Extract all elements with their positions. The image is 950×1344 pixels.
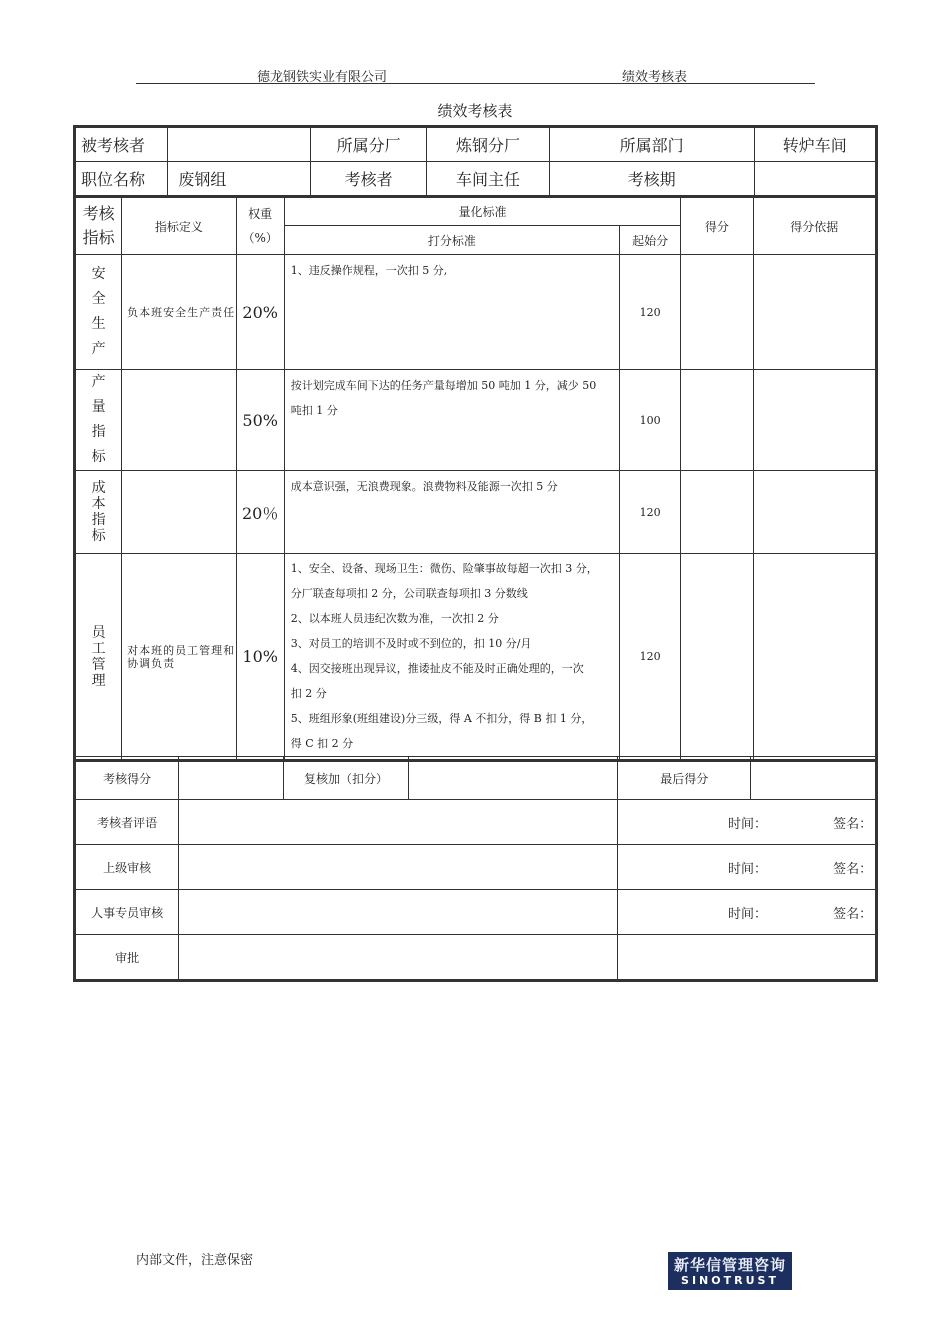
table-row: [75, 471, 877, 554]
page-title: 绩效考核表: [437, 102, 513, 120]
approval-signature[interactable]: [617, 845, 876, 890]
row-weight: 10%: [236, 554, 284, 761]
value-position[interactable]: 废钢组: [168, 162, 311, 197]
row-start: 100: [620, 370, 681, 471]
row-basis-cell[interactable]: [753, 255, 877, 370]
row-criteria: 按计划完成车间下达的任务产量每增加 50 吨加 1 分，减少 50 吨扣 1 分: [284, 370, 619, 471]
col-indicator: 考核 指标: [75, 198, 122, 255]
row-start: 120: [620, 255, 681, 370]
approval-label: 上级审核: [75, 845, 179, 890]
approval-sign: 签名：: [833, 816, 873, 832]
header-rule: [136, 83, 815, 84]
approval-label: 审批: [75, 935, 179, 981]
approval-comment[interactable]: [179, 800, 618, 845]
label-period: 考核期: [549, 162, 754, 197]
label-assessor: 考核者: [310, 162, 426, 197]
row-weight: 50%: [236, 370, 284, 471]
summary-review-label: 复核加（扣分）: [283, 757, 408, 800]
approval-signature[interactable]: [617, 935, 876, 981]
row-name: 成 本 指 标: [75, 471, 122, 554]
logo-en-text: SINOTRUST: [681, 1274, 779, 1287]
row-score-cell[interactable]: [681, 255, 753, 370]
approval-comment[interactable]: [179, 845, 618, 890]
summary-score-value[interactable]: [179, 757, 283, 800]
approval-table: [73, 756, 878, 982]
row-weight: 20％: [236, 471, 284, 554]
col-quant: 量化标准: [284, 198, 680, 226]
approval-signature[interactable]: [617, 890, 876, 935]
col-weight-unit: （%）: [242, 231, 278, 245]
row-basis-cell[interactable]: [753, 554, 877, 761]
row-definition: [122, 471, 236, 554]
approval-row: [75, 845, 877, 890]
row-score-cell[interactable]: [681, 370, 753, 471]
approval-signature[interactable]: [617, 800, 876, 845]
label-department: 所属部门: [549, 127, 754, 162]
approval-row: [75, 890, 877, 935]
summary-review-value[interactable]: [409, 757, 618, 800]
row-criteria: 成本意识强，无浪费现象。浪费物料及能源一次扣 5 分: [284, 471, 619, 554]
summary-score-label: 考核得分: [75, 757, 179, 800]
row-definition: 对本班的员工管理和协调负责: [122, 554, 236, 761]
row-score-cell[interactable]: [681, 471, 753, 554]
label-branch: 所属分厂: [310, 127, 426, 162]
summary-final-value[interactable]: [751, 757, 877, 800]
approval-comment[interactable]: [179, 935, 618, 981]
value-period[interactable]: [754, 162, 876, 197]
approval-comment[interactable]: [179, 890, 618, 935]
confidential-note: 内部文件，注意保密: [136, 1253, 254, 1268]
approval-sign: 签名：: [833, 906, 873, 922]
approval-time: 时间：: [727, 816, 767, 832]
col-score: 得分: [681, 198, 753, 255]
row-definition: 负本班安全生产责任: [122, 255, 236, 370]
approval-row: [75, 800, 877, 845]
value-assessee[interactable]: [168, 127, 311, 162]
row-start: 120: [620, 554, 681, 761]
table-row: [75, 255, 877, 370]
row-weight: 20%: [236, 255, 284, 370]
approval-time: 时间：: [727, 861, 767, 877]
approval-label: 人事专员审核: [75, 890, 179, 935]
row-name: 产 量 指 标: [75, 370, 122, 471]
table-row: [75, 554, 877, 761]
col-definition: 指标定义: [122, 198, 236, 255]
approval-sign: 签名：: [833, 861, 873, 877]
row-basis-cell[interactable]: [753, 370, 877, 471]
value-branch[interactable]: 炼钢分厂: [427, 127, 549, 162]
approval-label: 考核者评语: [75, 800, 179, 845]
row-name: 员 工 管 理: [75, 554, 122, 761]
row-basis-cell[interactable]: [753, 471, 877, 554]
row-name: 安 全 生 产: [75, 255, 122, 370]
table-row: [75, 370, 877, 471]
col-basis: 得分依据: [753, 198, 877, 255]
row-criteria: 1、违反操作规程，一次扣 5 分,: [284, 255, 619, 370]
sinotrust-logo: [668, 1252, 792, 1290]
value-assessor[interactable]: 车间主任: [427, 162, 549, 197]
row-definition: [122, 370, 236, 471]
row-score-cell[interactable]: [681, 554, 753, 761]
col-weight-label: 权重: [248, 207, 273, 221]
approval-row: [75, 935, 877, 981]
value-department[interactable]: 转炉车间: [754, 127, 876, 162]
col-start: 起始分: [620, 226, 681, 255]
logo-cn-text: 新华信管理咨询: [673, 1256, 786, 1274]
indicator-table: [73, 197, 878, 762]
approval-time: 时间：: [727, 906, 767, 922]
label-position: 职位名称: [75, 162, 168, 197]
col-weight: [236, 198, 284, 255]
row-start: 120: [620, 471, 681, 554]
info-table: [73, 125, 878, 198]
company-name: 德龙钢铁实业有限公司: [257, 70, 388, 85]
summary-final-label: 最后得分: [617, 757, 750, 800]
col-scoring: 打分标准: [284, 226, 619, 255]
label-assessee: 被考核者: [75, 127, 168, 162]
header-doc-title: 绩效考核表: [622, 70, 688, 85]
row-criteria: 1、安全、设备、现场卫生：微伤、险肇事故每超一次扣 3 分， 分厂联查每项扣 2 分，公司联查每项扣 3 分数线 2、以本班人员违纪次数为准，一次扣 2 分 3、对员工的培训不及时或不到位的，扣 10 分/月 4、因交接班出现异议，推诿扯皮不能及时正确处理的，一次 扣 2 分 5、班组形象(班组建设)分三级，得 A 不扣分，得 B 扣 1 分， 得 C 扣 2 分: [284, 554, 619, 761]
